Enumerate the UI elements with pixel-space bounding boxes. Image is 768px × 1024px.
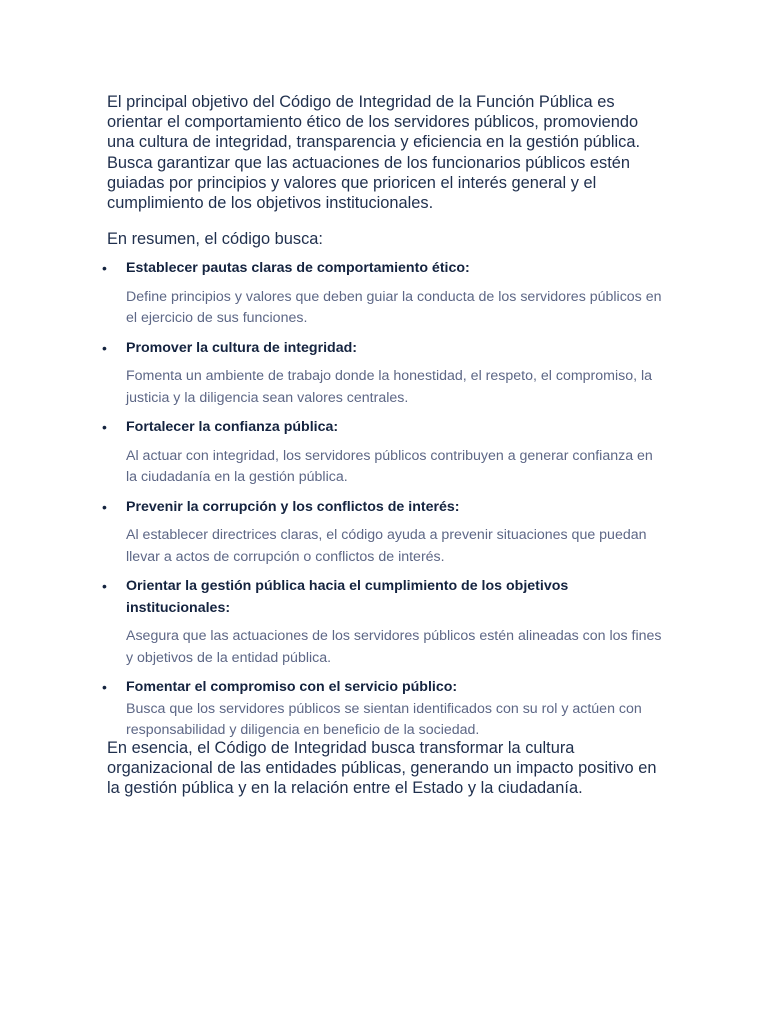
objectives-list xyxy=(102,258,667,742)
list-item-description: Asegura que las actuaciones de los servidores públicos estén alineadas con los fines y objetivos de la entidad pública. xyxy=(126,628,662,666)
list-item-description: Fomenta un ambiente de trabajo donde la honestidad, el respeto, el compromiso, la justicia y la diligencia sean valores centrales. xyxy=(126,368,653,406)
bullet-dot-icon: • xyxy=(102,339,107,356)
bullet-dot-icon: • xyxy=(102,679,107,696)
bullet-dot-icon: • xyxy=(102,419,107,436)
summary-lead: En resumen, el código busca: xyxy=(107,230,323,249)
list-item-description: Busca que los servidores públicos se sientan identificados con su rol y actúen con responsabilidad y diligencia en beneficio de la sociedad. xyxy=(126,700,642,739)
list-item-title: Fomentar el compromiso con el servicio público: xyxy=(126,679,458,696)
document-page xyxy=(102,92,667,798)
list-item xyxy=(102,497,667,569)
intro-paragraph: El principal objetivo del Código de Integridad de la Función Pública es orientar el comportamiento ético de los servidores públicos, promoviendo una cultura de integridad, transparencia y eficiencia en la gestión pública. Busca garantizar que las actuaciones de los funcionarios públicos estén guiadas por principios y valores que prioricen el interés general y el cumplimiento de los objetivos institucionales. xyxy=(107,93,641,213)
list-item xyxy=(102,576,667,669)
list-item-title: Prevenir la corrupción y los conflictos de interés: xyxy=(126,498,460,515)
list-item xyxy=(102,338,667,410)
list-item-title: Promover la cultura de integridad: xyxy=(126,339,357,356)
list-item-description: Al actuar con integridad, los servidores públicos contribuyen a generar confianza en la ciudadanía en la gestión pública. xyxy=(126,447,653,486)
list-item-title: Fortalecer la confianza pública: xyxy=(126,419,339,436)
list-item xyxy=(102,417,667,489)
closing-paragraph: En esencia, el Código de Integridad busca transformar la cultura organizacional de las entidades públicas, generando un impacto positivo en la gestión pública y en la relación entre el Estado y la ciudadanía. xyxy=(107,738,657,798)
list-item xyxy=(102,258,667,330)
list-item-title: Establecer pautas claras de comportamiento ético: xyxy=(126,260,470,277)
list-item-description: Al establecer directrices claras, el código ayuda a prevenir situaciones que puedan llevar a actos de corrupción o conflictos de interés. xyxy=(126,527,647,565)
bullet-dot-icon: • xyxy=(102,260,107,277)
bullet-dot-icon: • xyxy=(102,578,107,595)
list-item xyxy=(102,677,667,742)
bullet-dot-icon: • xyxy=(102,498,107,515)
list-item-description: Define principios y valores que deben guiar la conducta de los servidores públicos en el ejercicio de sus funciones. xyxy=(126,288,662,327)
list-item-title: Orientar la gestión pública hacia el cumplimiento de los objetivos institucionales: xyxy=(126,578,569,616)
